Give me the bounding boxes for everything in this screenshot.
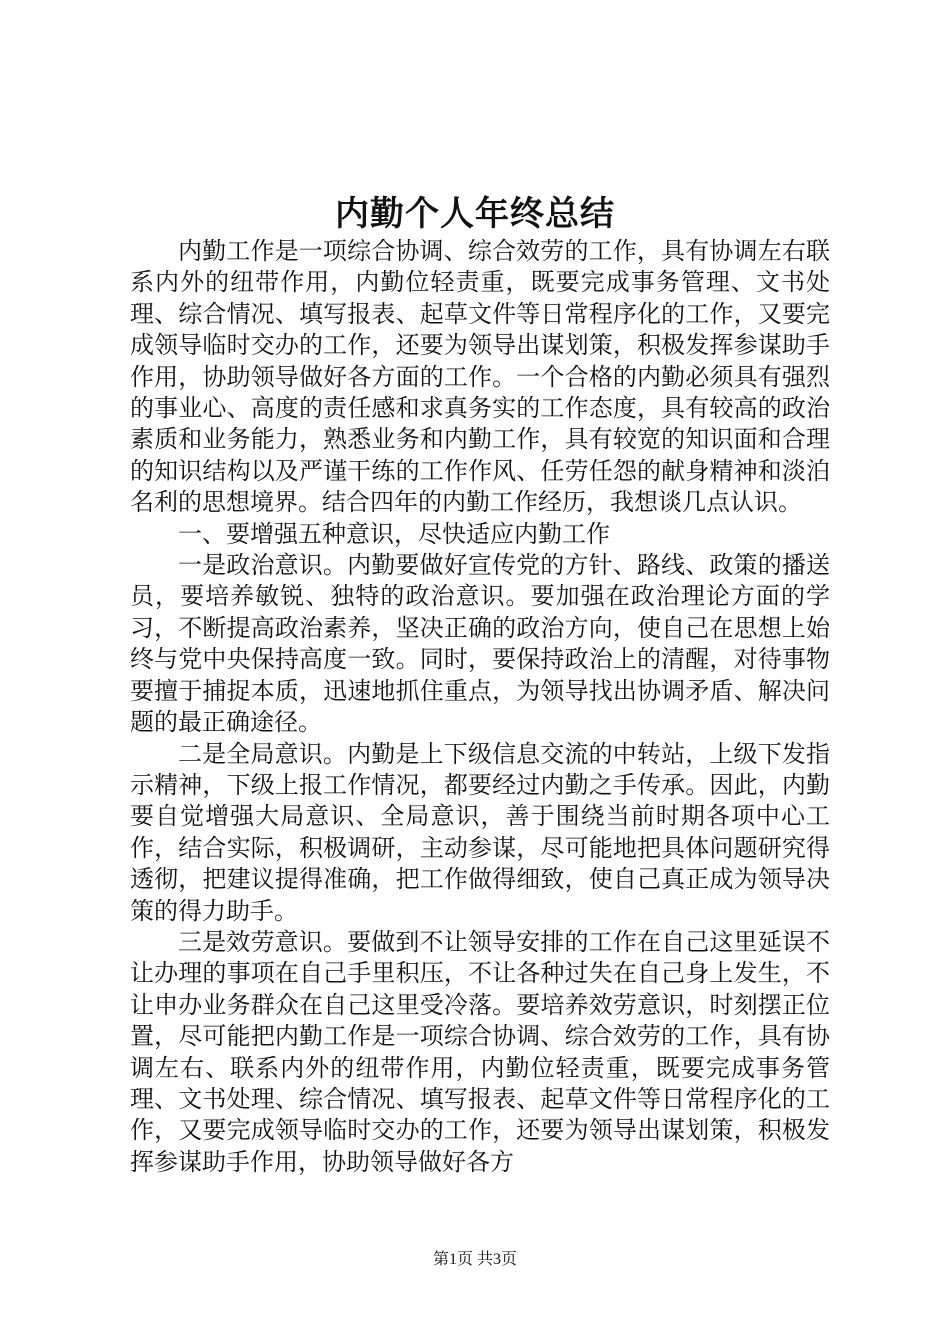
paragraph-service: 三是效劳意识。要做到不让领导安排的工作在自己这里延误不让办理的事项在自己手里积压，不让各种过失在自己身上发生，不让申办业务群众在自己这里受冷落。要培养效劳意识，时刻摆正位置，尽可能把内勤工作是一项综合协调、综合效劳的工作，具有协调左右、联系内外的纽带作用，内勤位轻责重，既要完成事务管理、文书处理、综合情况、填写报表、起草文件等日常程序化的工作，又要完成领导临时交办的工作，还要为领导出谋划策，积极发挥参谋助手作用，协助领导做好各方 (130, 927, 830, 1176)
paragraph-political: 一是政治意识。内勤要做好宣传党的方针、路线、政策的播送员，要培养敏锐、独特的政治意识。要加强在政治理论方面的学习，不断提高政治素养，坚决正确的政治方向，使自己在思想上始终与党中央保持高度一致。同时，要保持政治上的清醒，对待事物要擅于捕捉本质，迅速地抓住重点，为领导找出协调矛盾、解决问题的最正确途径。 (130, 551, 830, 737)
paragraph-overall: 二是全局意识。内勤是上下级信息交流的中转站，上级下发指示精神，下级上报工作情况，都要经过内勤之手传承。因此，内勤要自觉增强大局意识、全局意识，善于围绕当前时期各项中心工作，结合实际，积极调研，主动参谋，尽可能地把具体问题研究得透彻，把建议提得准确，把工作做得细致，使自己真正成为领导决策的得力助手。 (130, 739, 830, 925)
document-body (130, 236, 830, 1178)
document-title: 内勤个人年终总结 (335, 194, 615, 234)
paragraph-intro: 内勤工作是一项综合协调、综合效劳的工作，具有协调左右联系内外的纽带作用，内勤位轻责重，既要完成事务管理、文书处理、综合情况、填写报表、起草文件等日常程序化的工作，又要完成领导临时交办的工作，还要为领导出谋划策，积极发挥参谋助手作用，协助领导做好各方面的工作。一个合格的内勤必须具有强烈的事业心、高度的责任感和求真务实的工作态度，具有较高的政治素质和业务能力，熟悉业务和内勤工作，具有较宽的知识面和合理的知识结构以及严谨干练的工作作风、任劳任怨的献身精神和淡泊名利的思想境界。结合四年的内勤工作经历，我想谈几点认识。 (130, 237, 830, 517)
page-footer: 第1页 共3页 (432, 1251, 517, 1268)
section-heading: 一、要增强五种意识，尽快适应内勤工作 (178, 519, 610, 548)
